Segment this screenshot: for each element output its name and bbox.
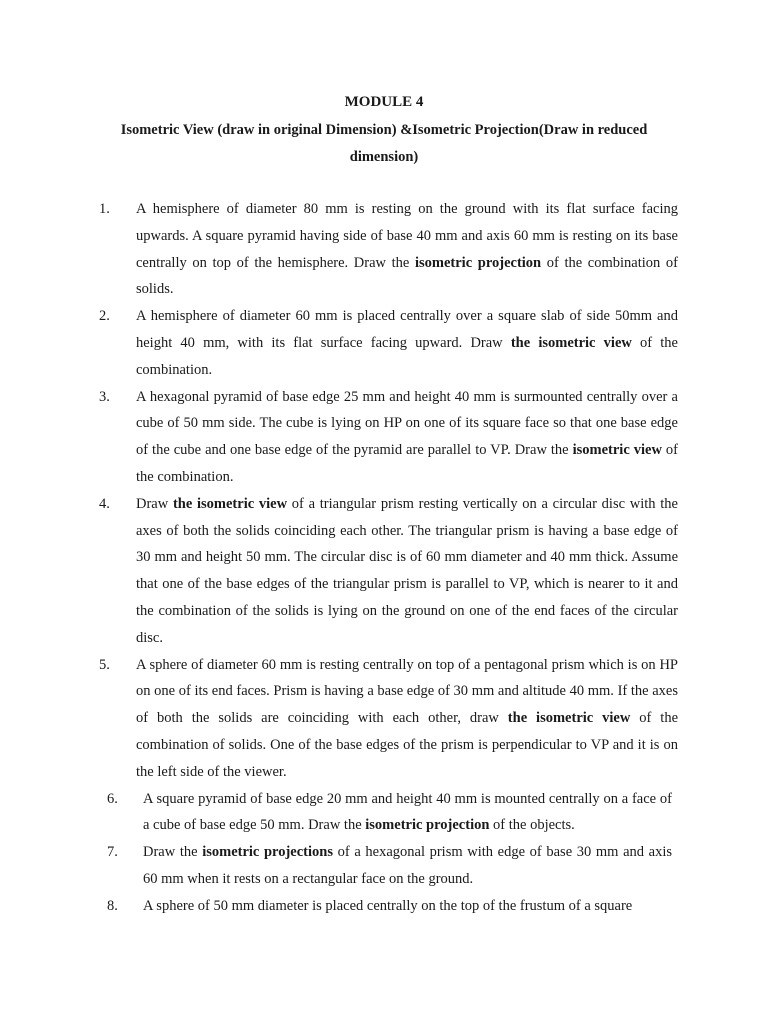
question-item [0, 491, 768, 652]
question-item [0, 893, 768, 920]
question-text: A square pyramid of base edge 20 mm and height 40 mm is mounted centrally on a face of a cube of base edge 50 mm. Draw the isometric projection of the objects. [143, 790, 672, 834]
question-item [0, 384, 768, 491]
question-item [0, 839, 768, 893]
question-text: A sphere of 50 mm diameter is placed centrally on the top of the frustum of a square [143, 897, 633, 914]
question-item [0, 303, 768, 383]
emphasis: the isometric view [507, 710, 631, 727]
question-item [0, 196, 768, 303]
question-text: A hemisphere of diameter 60 mm is placed centrally over a square slab of side 50mm and height 40 mm, with its flat surface facing upward. Draw the isometric view of the combination. [136, 308, 678, 378]
question-number: 1. [99, 201, 110, 217]
emphasis: the isometric view [510, 334, 632, 351]
question-item [0, 786, 768, 840]
question-text: A hemisphere of diameter 80 mm is resting on the ground with its flat surface facing upwards. A square pyramid having side of base 40 mm and axis 60 mm is resting on its base centrally on top of the hemisphere. Draw the isometric projection of the combination of solids. [136, 201, 678, 298]
question-number: 6. [107, 790, 118, 807]
emphasis: isometric projections [202, 844, 333, 861]
module-title: MODULE 4 [344, 94, 424, 110]
question-number: 3. [99, 388, 110, 405]
emphasis: isometric projection [365, 817, 490, 834]
question-item [0, 652, 768, 786]
question-number: 7. [107, 844, 118, 861]
document-subtitle: Isometric View (draw in original Dimension) &Isometric Projection(Draw in reduced dimension) [120, 122, 648, 165]
question-list [0, 196, 768, 920]
question-number: 5. [99, 656, 110, 673]
question-number: 4. [99, 495, 110, 512]
question-text: Draw the isometric projections of a hexagonal prism with edge of base 30 mm and axis 60 mm when it rests on a rectangular face on the ground. [143, 844, 672, 887]
question-number: 2. [99, 308, 110, 325]
emphasis: the isometric view [172, 495, 288, 512]
question-text: A hexagonal pyramid of base edge 25 mm and height 40 mm is surmounted centrally over a cube of 50 mm side. The cube is lying on HP on one of its square face so that one base edge of the cube and one base edge of the pyramid are parallel to VP. Draw the isometric view of the combination. [136, 388, 678, 485]
question-text: Draw the isometric view of a triangular prism resting vertically on a circular disc with the axes of both the solids coinciding each other. The triangular prism is having a base edge of 30 mm and height 50 mm. The circular disc is of 60 mm diameter and 40 mm thick. Assume that one of the base edges of the triangular prism is parallel to VP, which is nearer to it and the combination of the solids is lying on the ground on one of the end faces of the circular disc. [136, 495, 678, 646]
emphasis: isometric view [572, 442, 662, 459]
emphasis: isometric projection [414, 254, 542, 271]
question-number: 8. [107, 897, 118, 914]
question-text: A sphere of diameter 60 mm is resting centrally on top of a pentagonal prism which is on HP on one of its end faces. Prism is having a base edge of 30 mm and altitude 40 mm. If the axes of both the solids are coinciding with each other, draw the isometric view of the combination of solids. One of the base edges of the prism is perpendicular to VP and it is on the left side of the viewer. [136, 656, 678, 780]
